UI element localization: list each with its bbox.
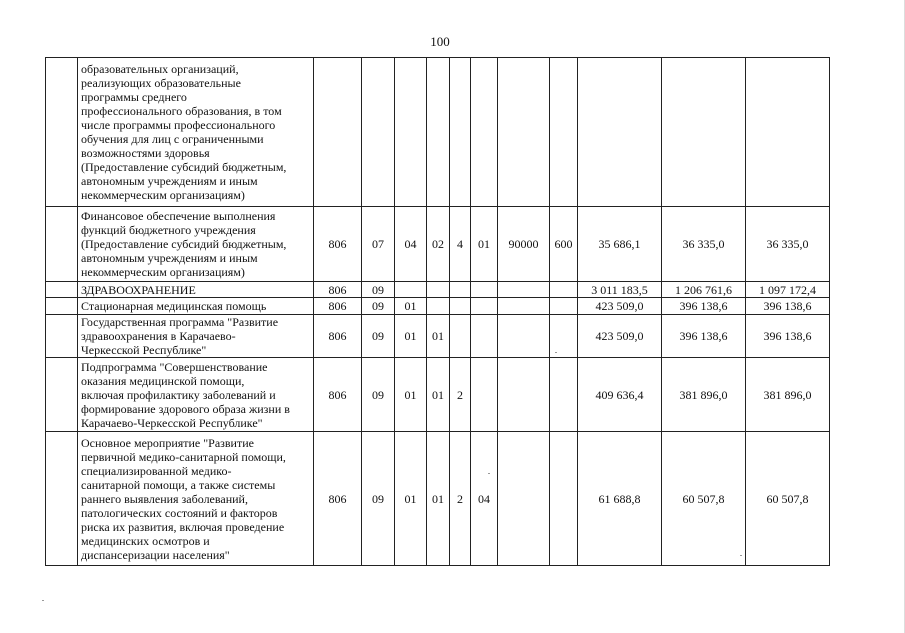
code-cell bbox=[395, 58, 427, 207]
amount-cell: 396 138,6 bbox=[662, 298, 746, 315]
item-name-cell bbox=[78, 315, 314, 358]
amount-cell: 381 896,0 bbox=[746, 358, 830, 432]
item-name-line: числе программы профессионального bbox=[81, 118, 276, 132]
code-cell: 806 bbox=[314, 298, 362, 315]
code-cell bbox=[498, 315, 550, 358]
amount-cell: 61 688,8 bbox=[578, 432, 662, 566]
item-name-line: Государственная программа "Развитие bbox=[81, 315, 279, 329]
amount-cell: 36 335,0 bbox=[746, 207, 830, 282]
code-cell: 806 bbox=[314, 207, 362, 282]
item-name-line: санитарной помощи, а также системы bbox=[81, 477, 276, 492]
code-cell: 09 bbox=[362, 432, 395, 566]
code-cell: 04 bbox=[395, 207, 427, 282]
item-name-line: образовательных организаций, bbox=[81, 62, 239, 76]
code-cell: 09 bbox=[362, 315, 395, 358]
code-cell bbox=[427, 282, 450, 298]
code-cell bbox=[498, 282, 550, 298]
code-cell bbox=[362, 58, 395, 207]
item-name-line: диспансеризации населения" bbox=[81, 547, 230, 562]
amount-cell bbox=[662, 58, 746, 207]
item-name-line: возможностями здоровья bbox=[81, 146, 210, 160]
amount-cell: 1 206 761,6 bbox=[662, 282, 746, 298]
code-cell: 09 bbox=[362, 282, 395, 298]
amount-cell: 423 509,0 bbox=[578, 315, 662, 358]
code-cell bbox=[427, 298, 450, 315]
code-cell bbox=[550, 58, 578, 207]
code-cell: 02 bbox=[427, 207, 450, 282]
amount-cell: 1 097 172,4 bbox=[746, 282, 830, 298]
code-cell: 01 bbox=[395, 358, 427, 432]
table-row bbox=[46, 315, 830, 358]
code-cell: 90000 bbox=[498, 207, 550, 282]
item-name-line: специализированной медико- bbox=[81, 463, 232, 478]
row-number-cell bbox=[46, 432, 78, 566]
code-cell bbox=[450, 298, 471, 315]
code-cell bbox=[471, 315, 498, 358]
item-name-line: некоммерческим организациям) bbox=[81, 265, 245, 279]
code-cell: 806 bbox=[314, 358, 362, 432]
code-cell bbox=[450, 282, 471, 298]
item-name-line: формирование здорового образа жизни в bbox=[81, 401, 290, 416]
page-number: 100 bbox=[430, 34, 450, 49]
amount-cell: 409 636,4 bbox=[578, 358, 662, 432]
code-cell bbox=[498, 358, 550, 432]
amount-cell bbox=[578, 58, 662, 207]
code-cell bbox=[498, 432, 550, 566]
item-name-line: Основное мероприятие "Развитие bbox=[81, 435, 254, 450]
item-name-line: здравоохранения в Карачаево- bbox=[81, 329, 236, 343]
code-cell bbox=[550, 315, 578, 358]
item-name-line: Финансовое обеспечение выполнения bbox=[81, 209, 276, 223]
item-name-line: ЗДРАВООХРАНЕНИЕ bbox=[81, 282, 196, 297]
amount-cell: 396 138,6 bbox=[746, 315, 830, 358]
table-row bbox=[46, 358, 830, 432]
item-name-cell bbox=[78, 207, 314, 282]
code-cell: 806 bbox=[314, 315, 362, 358]
item-name-line: Черкесской Республике" bbox=[81, 343, 207, 357]
code-cell: 806 bbox=[314, 282, 362, 298]
scan-speck bbox=[488, 473, 490, 474]
code-cell: 01 bbox=[427, 315, 450, 358]
code-cell: 07 bbox=[362, 207, 395, 282]
code-cell: 01 bbox=[427, 358, 450, 432]
code-cell: 01 bbox=[395, 315, 427, 358]
table-row bbox=[46, 432, 830, 566]
item-name-line: автономным учреждениям и иным bbox=[81, 174, 258, 188]
table-row bbox=[46, 58, 830, 207]
code-cell bbox=[450, 315, 471, 358]
code-cell: 806 bbox=[314, 432, 362, 566]
item-name-cell bbox=[78, 432, 314, 566]
row-number-cell bbox=[46, 207, 78, 282]
item-name-line: раннего выявления заболеваний, bbox=[81, 491, 248, 506]
item-name-line: патологических состояний и факторов bbox=[81, 505, 278, 520]
item-name-line: оказания медицинской помощи, bbox=[81, 373, 245, 388]
code-cell: 2 bbox=[450, 358, 471, 432]
code-cell bbox=[550, 432, 578, 566]
code-cell bbox=[471, 282, 498, 298]
code-cell: 09 bbox=[362, 298, 395, 315]
scan-speck bbox=[740, 555, 742, 556]
code-cell bbox=[450, 58, 471, 207]
item-name-line: Карачаево-Черкесской Республике" bbox=[81, 415, 263, 430]
item-name-line: профессионального образования, в том bbox=[81, 104, 282, 118]
item-name-line: (Предоставление субсидий бюджетным, bbox=[81, 160, 287, 174]
code-cell bbox=[314, 58, 362, 207]
item-name-line: реализующих образовательные bbox=[81, 76, 241, 90]
row-number-cell bbox=[46, 358, 78, 432]
row-number-cell bbox=[46, 58, 78, 207]
code-cell bbox=[395, 282, 427, 298]
scan-speck bbox=[555, 352, 557, 353]
row-number-cell bbox=[46, 315, 78, 358]
item-name-line: медицинских осмотров и bbox=[81, 533, 210, 548]
amount-cell bbox=[746, 58, 830, 207]
code-cell: 600 bbox=[550, 207, 578, 282]
item-name-line: риска их развития, включая проведение bbox=[81, 519, 285, 534]
item-name-cell bbox=[78, 358, 314, 432]
code-cell bbox=[498, 298, 550, 315]
code-cell: 09 bbox=[362, 358, 395, 432]
amount-cell: 381 896,0 bbox=[662, 358, 746, 432]
amount-cell: 35 686,1 bbox=[578, 207, 662, 282]
item-name-cell bbox=[78, 282, 314, 298]
code-cell bbox=[471, 358, 498, 432]
item-name-line: обучения для лиц с ограниченными bbox=[81, 132, 264, 146]
code-cell bbox=[427, 58, 450, 207]
code-cell: 01 bbox=[395, 432, 427, 566]
code-cell bbox=[550, 358, 578, 432]
scan-speck bbox=[42, 600, 44, 601]
item-name-line: Подпрограмма "Совершенствование bbox=[81, 359, 268, 374]
item-name-line: Стационарная медицинская помощь bbox=[81, 299, 267, 313]
code-cell: 4 bbox=[450, 207, 471, 282]
code-cell: 01 bbox=[427, 432, 450, 566]
amount-cell: 396 138,6 bbox=[746, 298, 830, 315]
budget-table bbox=[45, 57, 830, 566]
item-name-line: функций бюджетного учреждения bbox=[81, 223, 256, 237]
item-name-cell bbox=[78, 298, 314, 315]
code-cell bbox=[471, 298, 498, 315]
amount-cell: 60 507,8 bbox=[662, 432, 746, 566]
amount-cell: 396 138,6 bbox=[662, 315, 746, 358]
item-name-line: (Предоставление субсидий бюджетным, bbox=[81, 237, 287, 251]
amount-cell: 3 011 183,5 bbox=[578, 282, 662, 298]
code-cell: 04 bbox=[471, 432, 498, 566]
item-name-line: некоммерческим организациям) bbox=[81, 188, 245, 202]
table-row bbox=[46, 298, 830, 315]
code-cell bbox=[498, 58, 550, 207]
item-name-line: первичной медико-санитарной помощи, bbox=[81, 449, 286, 464]
item-name-line: включая профилактику заболеваний и bbox=[81, 387, 276, 402]
code-cell: 01 bbox=[471, 207, 498, 282]
amount-cell: 60 507,8 bbox=[746, 432, 830, 566]
item-name-line: программы среднего bbox=[81, 90, 187, 104]
item-name-line: автономным учреждениям и иным bbox=[81, 251, 258, 265]
code-cell: 01 bbox=[395, 298, 427, 315]
table-row bbox=[46, 207, 830, 282]
item-name-cell bbox=[78, 58, 314, 207]
row-number-cell bbox=[46, 298, 78, 315]
code-cell: 2 bbox=[450, 432, 471, 566]
amount-cell: 423 509,0 bbox=[578, 298, 662, 315]
code-cell bbox=[471, 58, 498, 207]
code-cell bbox=[550, 298, 578, 315]
code-cell bbox=[550, 282, 578, 298]
table-row bbox=[46, 282, 830, 298]
row-number-cell bbox=[46, 282, 78, 298]
amount-cell: 36 335,0 bbox=[662, 207, 746, 282]
